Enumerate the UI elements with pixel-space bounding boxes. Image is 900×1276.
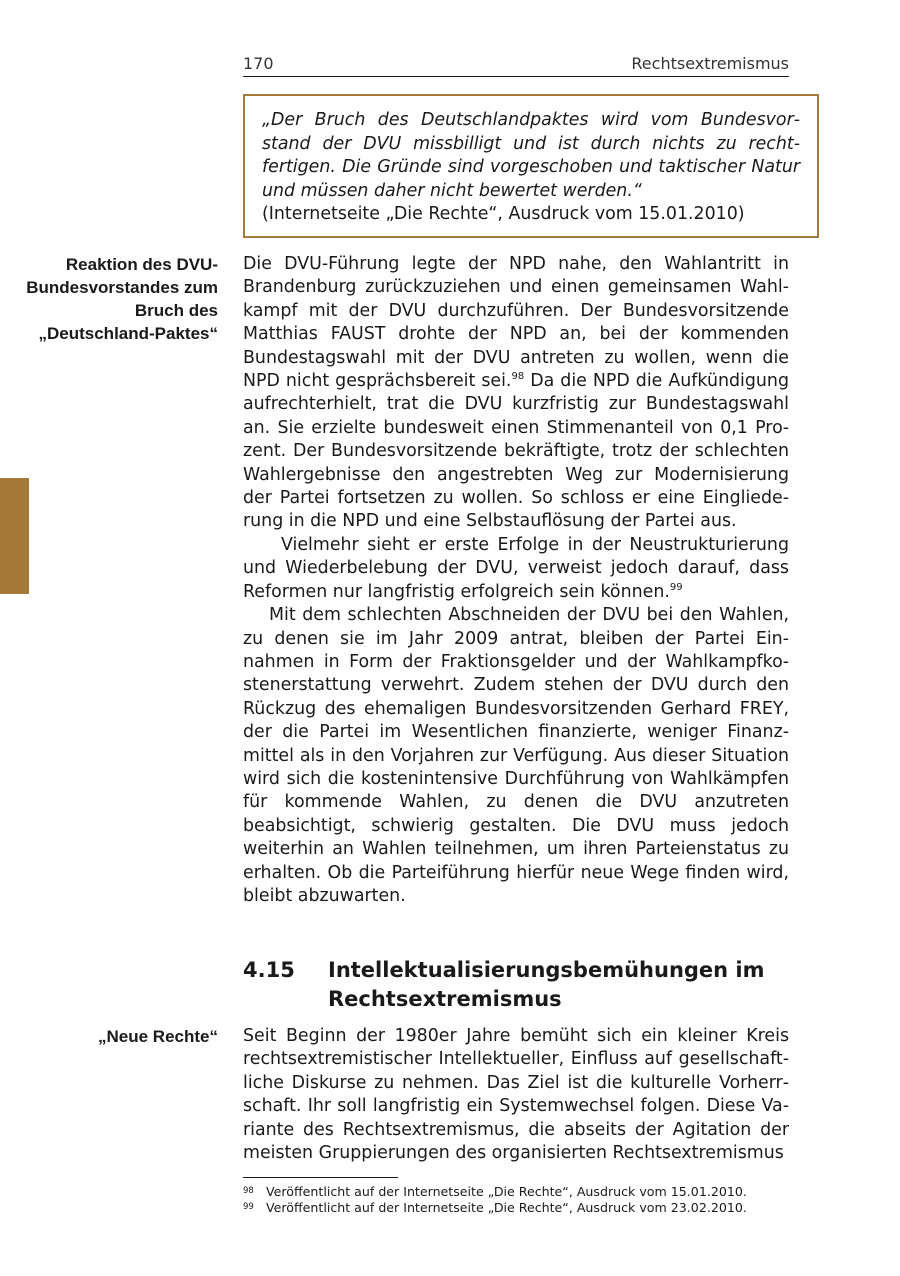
paragraph (243, 534, 789, 604)
footnote (243, 1184, 803, 1200)
paragraph-text: Da die NPD die Aufkündigung aufrechterhielt, trat die DVU kurzfristig zur Bundestagswahl an. Sie erzielte bundesweit einen Stimmenanteil von 0,1 Prozent. Der Bundesvorsitzende bekräftigte, trotz der schlechten Wahlergebnisse den angestrebten Weg zur Modernisierung der Partei fortsetzen zu wollen. So schloss er eine Eingliederung in die NPD und eine Selbstauflösung der Partei aus. (243, 371, 789, 532)
footnote-text: Veröffentlicht auf der Internetseite „Die Rechte“, Ausdruck vom 23.02.2010. (266, 1200, 747, 1215)
footnote-text: Veröffentlicht auf der Internetseite „Die Rechte“, Ausdruck vom 15.01.2010. (266, 1184, 747, 1199)
running-title: Rechtsextremismus (631, 54, 789, 73)
footnote-ref: 98 (511, 371, 525, 383)
margin-note-dvu-reaction: Reaktion des DVU-Bundesvorstandes zum Bruch des „Deutschland-Paktes“ (26, 255, 218, 343)
quote-source: (Internetseite „Die Rechte“, Ausdruck vom 15.01.2010) (262, 204, 745, 224)
chapter-tab-marker (0, 478, 29, 594)
quote-text: „Der Bruch des Deutschlandpaktes wird vom Bundesvorstand der DVU missbilligt und ist durch nichts zu rechtfertigen. Die Gründe sind vorgeschoben und taktischer Natur und müssen daher nicht bewertet werden.“ (262, 110, 800, 201)
footnote-ref: 99 (669, 581, 683, 593)
footnotes (243, 1184, 803, 1216)
section-intellectual-body (243, 1025, 789, 1165)
footnote-number: 99 (243, 1202, 254, 1212)
footnote-divider (243, 1177, 398, 1178)
paragraph-text: Die DVU-Führung legte der NPD nahe, den Wahlantritt in Brandenburg zurückzuziehen und einen gemeinsamen Wahlkampf mit der DVU durchzuführen. Der Bundesvorsitzende Matthias FAUST drohte der NPD an, bei der kommenden Bundestagswahl mit der DVU antreten zu wollen, wenn die NPD nicht gesprächsbereit sei. (243, 254, 789, 392)
page-header (243, 52, 789, 77)
paragraph (243, 253, 789, 534)
footnote (243, 1200, 803, 1216)
section-number: 4.15 (243, 958, 295, 982)
quote-box (243, 94, 819, 238)
paragraph: Seit Beginn der 1980er Jahre bemüht sich ein kleiner Kreis rechtsextremistischer Intellektueller, Einfluss auf gesellschaftliche Diskurse zu nehmen. Das Ziel ist die kulturelle Vorherrschaft. Ihr soll langfristig ein Systemwechsel folgen. Diese Variante des Rechtsextremismus, die abseits der Agitation der meisten Gruppierungen des organisierten Rechtsextremismus (243, 1026, 789, 1164)
footnote-number: 98 (243, 1186, 254, 1196)
section-dvu-body (243, 253, 789, 908)
page-number: 170 (243, 54, 274, 73)
margin-note-neue-rechte: „Neue Rechte“ (98, 1027, 218, 1046)
paragraph-text: Vielmehr sieht er erste Erfolge in der Neustrukturierung und Wiederbelebung der DVU, verweist jedoch darauf, dass Reformen nur langfristig erfolgreich sein können. (243, 534, 789, 602)
section-title: Intellektualisierungsbemühungen im Rechtsextremismus (328, 958, 765, 1011)
paragraph: Mit dem schlechten Abschneiden der DVU bei den Wahlen, zu denen sie im Jahr 2009 antrat, bleiben der Partei Einnahmen in Form der Fraktionsgelder und der Wahlkampfkostenerstattung verwehrt. Zudem stehen der DVU durch den Rückzug des ehemaligen Bundesvorsitzenden Gerhard FREY, der die Partei im Wesentlichen finanzierte, weniger Finanzmittel als in den Vorjahren zur Verfügung. Aus dieser Situation wird sich die kostenintensive Durchführung von Wahlkämpfen für kommende Wahlen, zu denen die DVU anzutreten beabsichtigt, schwierig gestalten. Die DVU muss jedoch weiterhin an Wahlen teilnehmen, um ihren Parteienstatus zu erhalten. Ob die Parteiführung hierfür neue Wege finden wird, bleibt abzuwarten. (243, 605, 789, 906)
